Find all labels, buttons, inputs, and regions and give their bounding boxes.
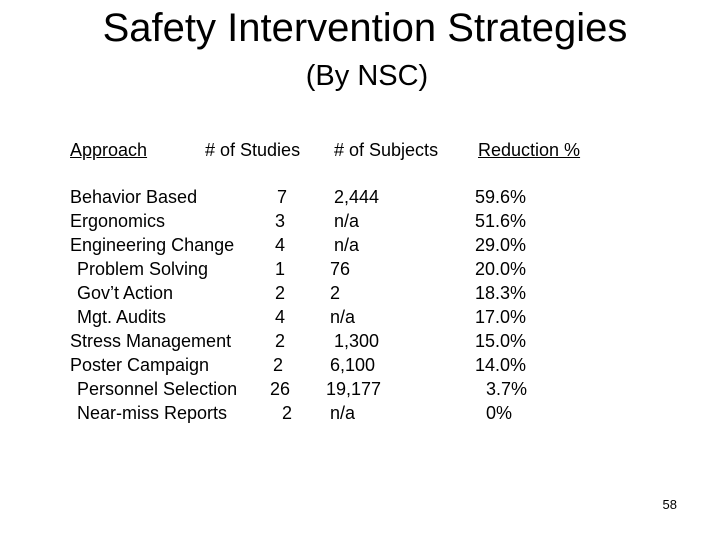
cell-approach: Near-miss Reports	[77, 403, 228, 423]
table-row	[0, 329, 720, 353]
table-row	[0, 209, 720, 233]
header-subjects: # of Subjects	[334, 140, 439, 160]
cell-studies: 4	[275, 235, 286, 255]
table-row	[0, 281, 720, 305]
cell-studies: 26	[270, 379, 291, 399]
table-row	[0, 305, 720, 329]
cell-approach: Poster Campaign	[70, 355, 210, 375]
cell-approach: Mgt. Audits	[77, 307, 167, 327]
cell-reduction: 29.0%	[475, 235, 527, 255]
header-studies: # of Studies	[205, 140, 301, 160]
strategy-table	[0, 185, 720, 425]
table-row	[0, 257, 720, 281]
cell-approach: Personnel Selection	[77, 379, 238, 399]
cell-subjects: 1,300	[334, 331, 380, 351]
cell-reduction: 3.7%	[486, 379, 528, 399]
cell-reduction: 20.0%	[475, 259, 527, 279]
cell-approach: Problem Solving	[77, 259, 209, 279]
cell-approach: Ergonomics	[70, 211, 166, 231]
table-row	[0, 233, 720, 257]
table-row	[0, 377, 720, 401]
cell-studies: 1	[275, 259, 286, 279]
table-row	[0, 353, 720, 377]
cell-studies: 2	[275, 283, 286, 303]
cell-studies: 7	[277, 187, 288, 207]
cell-approach: Gov’t Action	[77, 283, 174, 303]
cell-studies: 2	[282, 403, 293, 423]
cell-approach: Stress Management	[70, 331, 232, 351]
page-number: 58	[662, 497, 677, 512]
cell-reduction: 15.0%	[475, 331, 527, 351]
cell-reduction: 14.0%	[475, 355, 527, 375]
cell-subjects: 2,444	[334, 187, 380, 207]
cell-reduction: 17.0%	[475, 307, 527, 327]
cell-studies: 4	[275, 307, 286, 327]
cell-subjects: 6,100	[330, 355, 376, 375]
cell-subjects: 76	[330, 259, 351, 279]
slide-subtitle: (By NSC)	[305, 60, 429, 92]
cell-subjects: n/a	[330, 403, 356, 423]
header-approach: Approach	[70, 140, 148, 160]
cell-reduction: 59.6%	[475, 187, 527, 207]
cell-approach: Engineering Change	[70, 235, 235, 255]
cell-approach: Behavior Based	[70, 187, 198, 207]
cell-studies: 2	[275, 331, 286, 351]
table-row	[0, 185, 720, 209]
cell-studies: 3	[275, 211, 286, 231]
cell-subjects: n/a	[334, 211, 360, 231]
cell-reduction: 18.3%	[475, 283, 527, 303]
cell-subjects: n/a	[330, 307, 356, 327]
cell-subjects: 2	[330, 283, 341, 303]
header-reduction: Reduction %	[478, 140, 581, 160]
cell-subjects: n/a	[334, 235, 360, 255]
cell-reduction: 0%	[486, 403, 513, 423]
cell-studies: 2	[273, 355, 284, 375]
table-row	[0, 401, 720, 425]
cell-subjects: 19,177	[326, 379, 382, 399]
slide-title: Safety Intervention Strategies	[102, 6, 628, 50]
cell-reduction: 51.6%	[475, 211, 527, 231]
